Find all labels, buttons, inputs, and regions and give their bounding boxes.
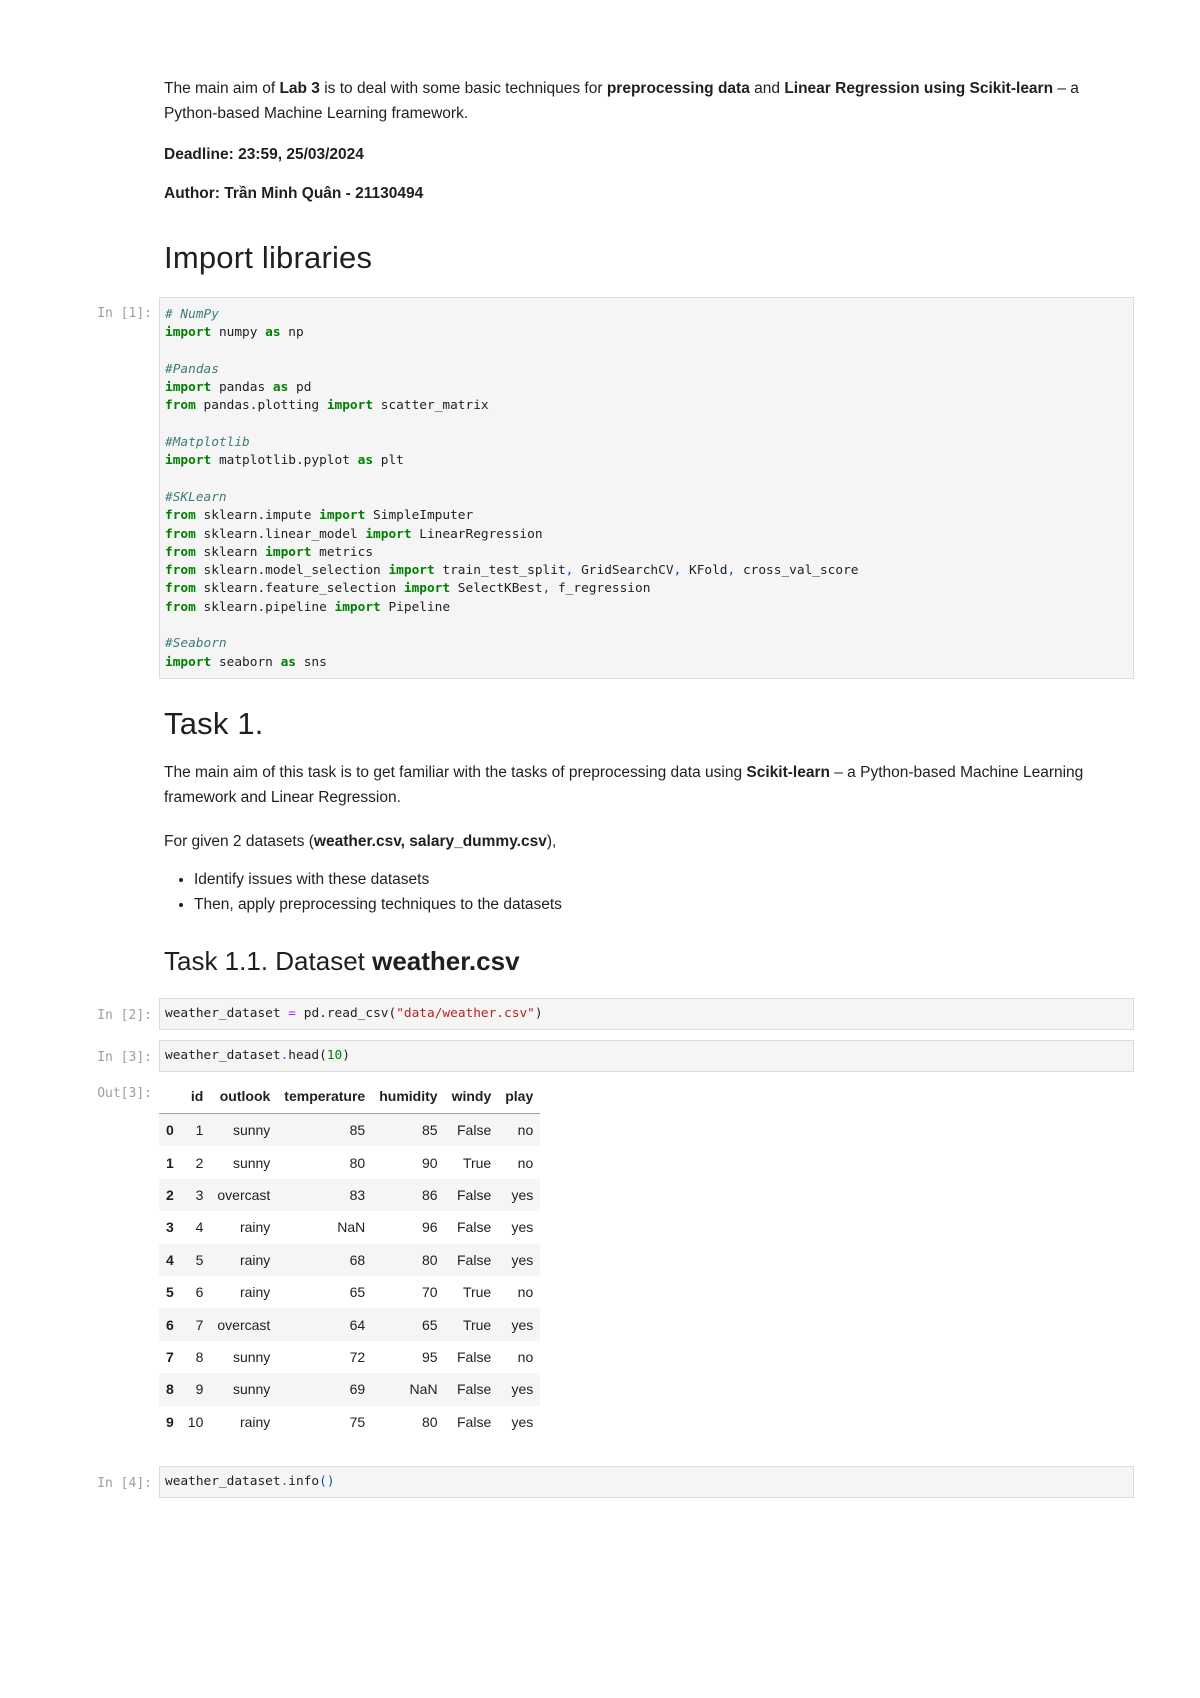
table-cell: 68 xyxy=(349,1251,366,1268)
table-cell: 2 xyxy=(195,1154,204,1171)
table-cell: sunny xyxy=(232,1122,271,1139)
table-cell: sunny xyxy=(232,1154,271,1171)
row-index: 0 xyxy=(166,1122,174,1139)
table-cell: overcast xyxy=(217,1186,271,1203)
table-cell: False xyxy=(457,1413,492,1430)
cell-3-prompt: In [3]: xyxy=(97,1050,152,1065)
heading-task-1-1: Task 1.1. Dataset weather.csv xyxy=(164,946,520,976)
table-cell: 86 xyxy=(421,1186,438,1203)
task-bullet-list xyxy=(164,867,1164,917)
table-cell: 85 xyxy=(349,1122,366,1139)
table-cell: 80 xyxy=(349,1154,366,1171)
column-header: windy xyxy=(445,1078,499,1114)
table-row xyxy=(159,1308,540,1340)
comment-sklearn: #SKLearn xyxy=(165,489,227,505)
table-cell: no xyxy=(517,1348,534,1365)
list-item: • Then, apply preprocessing techniques to the datasets xyxy=(194,892,1164,917)
table-header-row xyxy=(159,1078,540,1114)
table-cell: 4 xyxy=(195,1219,204,1236)
column-header: outlook xyxy=(210,1078,277,1114)
task1-description: The main aim of this task is to get familiar with the tasks of preprocessing data using Scikit-learn – a Python-based Machine Learning framework and Linear Regression. xyxy=(164,764,1084,806)
column-header: play xyxy=(498,1078,540,1114)
comment-seaborn: #Seaborn xyxy=(165,636,227,652)
code-cell-3[interactable]: weather_dataset.head(10) xyxy=(159,1040,1134,1072)
intro-paragraph: The main aim of Lab 3 is to deal with some basic techniques for preprocessing data and Linear Regression using Scikit-learn – a Python-based Machine Learning framework. xyxy=(164,80,1079,122)
row-index: 8 xyxy=(166,1381,174,1398)
table-cell: 72 xyxy=(349,1348,366,1365)
table-cell: NaN xyxy=(337,1219,366,1236)
table-cell: yes xyxy=(511,1186,534,1203)
table-cell: 65 xyxy=(349,1284,366,1301)
table-cell: yes xyxy=(511,1381,534,1398)
table-cell: NaN xyxy=(409,1381,438,1398)
column-header: temperature xyxy=(277,1078,372,1114)
table-cell: no xyxy=(517,1284,534,1301)
table-cell: False xyxy=(457,1122,492,1139)
heading-import-libraries: Import libraries xyxy=(164,240,373,275)
table-cell: sunny xyxy=(232,1348,271,1365)
table-cell: 65 xyxy=(421,1316,438,1333)
table-cell: 1 xyxy=(195,1122,204,1139)
table-cell: True xyxy=(462,1154,492,1171)
table-cell: 80 xyxy=(421,1413,438,1430)
list-item: • Identify issues with these datasets xyxy=(194,867,1164,892)
table-cell: 64 xyxy=(349,1316,366,1333)
table-cell: yes xyxy=(511,1251,534,1268)
table-cell: yes xyxy=(511,1413,534,1430)
table-row xyxy=(159,1276,540,1308)
code-cell-4[interactable]: weather_dataset.info() xyxy=(159,1466,1134,1498)
index-header xyxy=(159,1078,181,1114)
table-row xyxy=(159,1244,540,1276)
row-index: 2 xyxy=(166,1186,174,1203)
table-cell: overcast xyxy=(217,1316,271,1333)
table-row xyxy=(159,1211,540,1243)
row-index: 1 xyxy=(166,1154,174,1171)
table-cell: 9 xyxy=(195,1381,204,1398)
table-cell: rainy xyxy=(239,1251,271,1268)
table-row xyxy=(159,1114,540,1147)
table-cell: 5 xyxy=(195,1251,204,1268)
column-header: id xyxy=(181,1078,211,1114)
table-cell: 83 xyxy=(349,1186,366,1203)
row-index: 6 xyxy=(166,1316,174,1333)
table-cell: False xyxy=(457,1219,492,1236)
dataframe-table xyxy=(159,1078,540,1438)
table-row xyxy=(159,1179,540,1211)
table-cell: 90 xyxy=(421,1154,438,1171)
table-cell: rainy xyxy=(239,1219,271,1236)
comment-matplotlib: #Matplotlib xyxy=(165,435,250,451)
table-cell: yes xyxy=(511,1219,534,1236)
row-index: 4 xyxy=(166,1251,174,1268)
table-cell: False xyxy=(457,1348,492,1365)
output-3-prompt: Out[3]: xyxy=(97,1086,152,1101)
table-cell: True xyxy=(462,1316,492,1333)
table-cell: yes xyxy=(511,1316,534,1333)
comment-numpy: # NumPy xyxy=(165,307,219,322)
table-cell: 6 xyxy=(195,1284,204,1301)
table-cell: 3 xyxy=(195,1186,204,1203)
table-cell: 85 xyxy=(421,1122,438,1139)
table-cell: no xyxy=(517,1122,534,1139)
code-cell-2[interactable]: weather_dataset = pd.read_csv("data/weather.csv") xyxy=(159,998,1134,1030)
table-cell: rainy xyxy=(239,1413,271,1430)
deadline-text: Deadline: 23:59, 25/03/2024 xyxy=(164,146,364,163)
table-cell: 70 xyxy=(421,1284,438,1301)
table-cell: 75 xyxy=(349,1413,366,1430)
table-cell: rainy xyxy=(239,1284,271,1301)
cell-4-prompt: In [4]: xyxy=(97,1476,152,1491)
table-cell: 7 xyxy=(195,1316,204,1333)
table-cell: no xyxy=(517,1154,534,1171)
table-cell: sunny xyxy=(232,1381,271,1398)
heading-task-1: Task 1. xyxy=(164,706,264,741)
table-cell: False xyxy=(457,1251,492,1268)
datasets-intro: For given 2 datasets (weather.csv, salary_dummy.csv), xyxy=(164,833,557,850)
table-cell: 10 xyxy=(187,1413,204,1430)
table-body xyxy=(159,1114,540,1438)
author-text: Author: Trần Minh Quân - 21130494 xyxy=(164,185,424,202)
table-cell: 80 xyxy=(421,1251,438,1268)
table-row xyxy=(159,1373,540,1405)
table-cell: 95 xyxy=(421,1348,438,1365)
row-index: 5 xyxy=(166,1284,174,1301)
table-cell: 8 xyxy=(195,1348,204,1365)
column-header: humidity xyxy=(372,1078,444,1114)
table-cell: True xyxy=(462,1284,492,1301)
cell-2-prompt: In [2]: xyxy=(97,1008,152,1023)
row-index: 7 xyxy=(166,1348,174,1365)
table-row xyxy=(159,1341,540,1373)
row-index: 3 xyxy=(166,1219,174,1236)
table-cell: 69 xyxy=(349,1381,366,1398)
row-index: 9 xyxy=(166,1413,174,1430)
table-cell: 96 xyxy=(421,1219,438,1236)
table-row xyxy=(159,1146,540,1178)
code-cell-1[interactable]: # NumPy import numpy as np #Pandas import pandas as pd from pandas.plotting import scatter_matrix #Matplotlib import matplotlib.pyplot as plt #SKLearn from sklearn.impute import SimpleImputer from sklearn.linear_model import LinearRegression from sklearn import metrics from sklearn.model_selection import train_test_split, GridSearchCV, KFold, cross_val_score from sklearn.feature_selection import SelectKBest, f_regression from sklearn.pipeline import Pipeline #Seaborn import seaborn as sns xyxy=(159,297,1134,679)
table-row xyxy=(159,1406,540,1438)
cell-1-prompt: In [1]: xyxy=(97,306,152,321)
table-cell: False xyxy=(457,1186,492,1203)
table-cell: False xyxy=(457,1381,492,1398)
comment-pandas: #Pandas xyxy=(165,361,219,377)
